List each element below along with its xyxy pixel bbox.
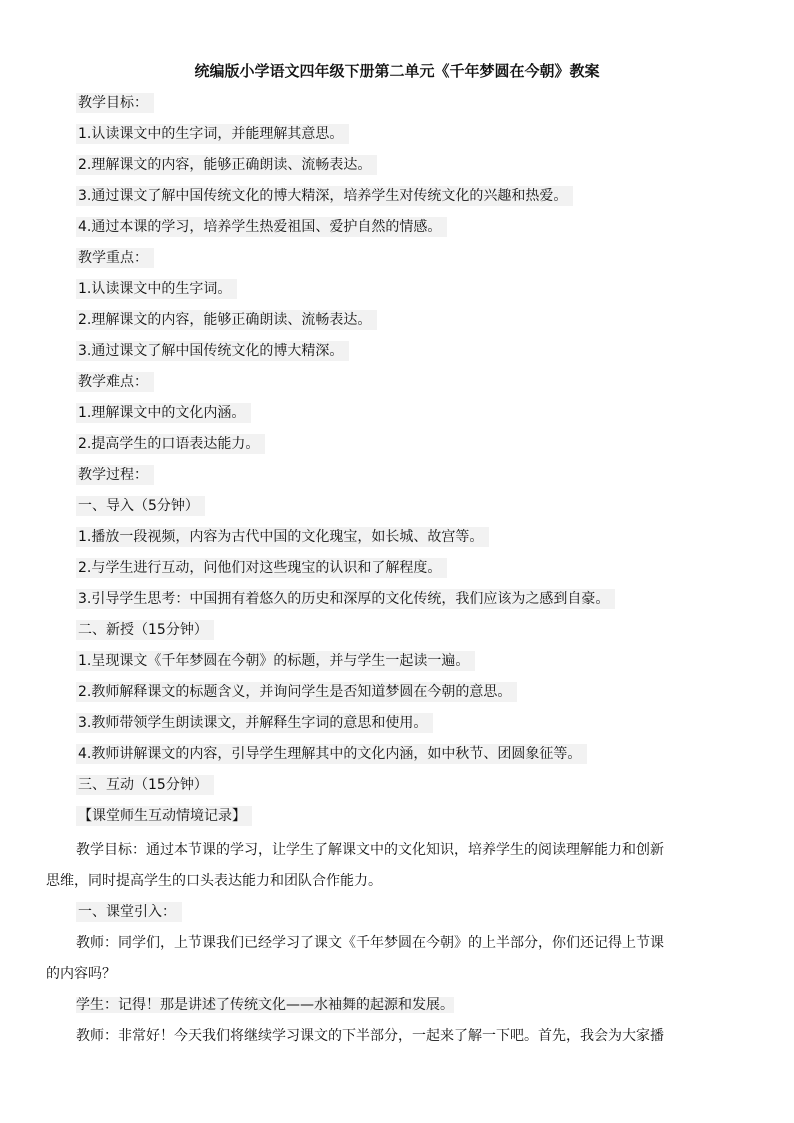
- text-line: 3.引导学生思考：中国拥有着悠久的历史和深厚的文化传统，我们应该为之感到自豪。: [76, 587, 756, 618]
- text-line: 3.通过课文了解中国传统文化的博大精深，培养学生对传统文化的兴趣和热爱。: [76, 184, 756, 215]
- intro-heading: 一、课堂引入：: [76, 897, 182, 928]
- student-paragraph-1: 学生：记得！那是讲述了传统文化——水袖舞的起源和发展。: [76, 997, 454, 1013]
- text-line: 教学目标：: [76, 91, 756, 122]
- teacher-paragraph-1-line-2: 的内容吗？: [46, 966, 116, 982]
- text-line: 3.通过课文了解中国传统文化的博大精深。: [76, 339, 756, 370]
- goal-paragraph-line-2: 思维，同时提高学生的口头表达能力和团队合作能力。: [46, 873, 382, 889]
- text-line: 教学过程：: [76, 463, 756, 494]
- text-line: 3.教师带领学生朗读课文，并解释生字词的意思和使用。: [76, 711, 756, 742]
- text-line: 2.理解课文的内容，能够正确朗读、流畅表达。: [76, 308, 756, 339]
- text-line: 1.播放一段视频，内容为古代中国的文化瑰宝，如长城、故宫等。: [76, 525, 756, 556]
- text-line: 4.通过本课的学习，培养学生热爱祖国、爱护自然的情感。: [76, 215, 756, 246]
- text-line: 1.认读课文中的生字词。: [76, 277, 756, 308]
- text-line: 教学难点：: [76, 370, 756, 401]
- text-line: 2.提高学生的口语表达能力。: [76, 432, 756, 463]
- text-line: 4.教师讲解课文的内容，引导学生理解其中的文化内涵，如中秋节、团圆象征等。: [76, 742, 756, 773]
- document-title: 统编版小学语文四年级下册第二单元《千年梦圆在今朝》教案: [194, 62, 600, 80]
- text-line: 1.理解课文中的文化内涵。: [76, 401, 756, 432]
- goal-paragraph-line-1: 教学目标：通过本节课的学习，让学生了解课文中的文化知识，培养学生的阅读理解能力和创新: [76, 842, 664, 858]
- text-line: 教学重点：: [76, 246, 756, 277]
- text-line: 三、互动（15分钟）: [76, 773, 756, 804]
- teacher-paragraph-1-line-1: 教师：同学们，上节课我们已经学习了课文《千年梦圆在今朝》的上半部分，你们还记得上节课: [76, 935, 664, 951]
- text-line: 一、导入（5分钟）: [76, 494, 756, 525]
- text-line: 【课堂师生互动情境记录】: [76, 804, 756, 835]
- text-line: 二、新授（15分钟）: [76, 618, 756, 649]
- lesson-plan-lines: [76, 91, 756, 835]
- text-line: 1.认读课文中的生字词，并能理解其意思。: [76, 122, 756, 153]
- goal-paragraph: [46, 835, 756, 897]
- teacher-paragraph-1: [46, 928, 756, 990]
- text-line: 2.与学生进行互动，问他们对这些瑰宝的认识和了解程度。: [76, 556, 756, 587]
- teacher-paragraph-2: 教师：非常好！今天我们将继续学习课文的下半部分，一起来了解一下吧。首先，我会为大家播: [76, 1028, 664, 1044]
- text-line: 1.呈现课文《千年梦圆在今朝》的标题，并与学生一起读一遍。: [76, 649, 756, 680]
- text-line: 2.理解课文的内容，能够正确朗读、流畅表达。: [76, 153, 756, 184]
- text-line: 2.教师解释课文的标题含义，并询问学生是否知道梦圆在今朝的意思。: [76, 680, 756, 711]
